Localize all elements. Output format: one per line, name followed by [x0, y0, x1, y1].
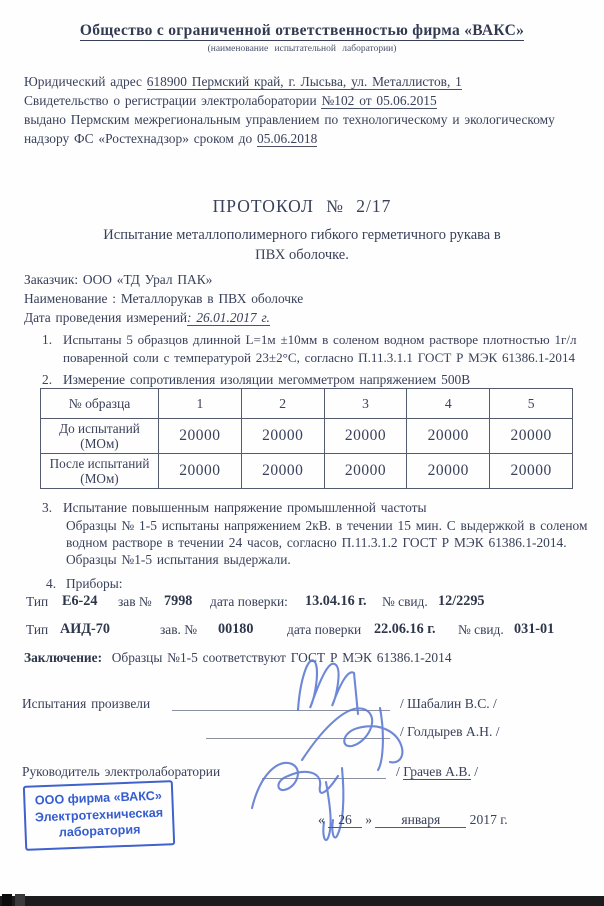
- conclusion-line: [24, 650, 452, 666]
- device2-type-label: Тип: [26, 622, 49, 637]
- device1-calib-date: 13.04.16 г.: [305, 593, 367, 609]
- row-before-label-text: До испытаний: [59, 421, 140, 436]
- table-header-5: 5: [490, 389, 573, 419]
- table-header-sample: № образца: [41, 389, 159, 419]
- registration-cert-value: №102 от 05.06.2015: [321, 93, 437, 108]
- registration-cert-label: Свидетельство о регистрации электролаборатории: [24, 93, 322, 108]
- table-header-3: 3: [324, 389, 407, 419]
- cell-value: 20000: [490, 419, 573, 454]
- measurement-date-line: [24, 310, 270, 326]
- org-caption: (наименование испытательной лаборатории): [207, 44, 397, 54]
- cell-value: 20000: [407, 419, 490, 454]
- date-month: января: [375, 812, 466, 828]
- table-row-after: [41, 454, 573, 489]
- table-header-2: 2: [241, 389, 324, 419]
- item4-number: 4.: [46, 576, 57, 591]
- registration-cert-line: [24, 93, 437, 109]
- legal-address-label: Юридический адрес: [24, 74, 147, 89]
- customer-label: Заказчик:: [24, 272, 83, 287]
- device2-cert: 031-01: [514, 621, 555, 637]
- item2-number: 2.: [42, 372, 53, 387]
- org-name-text: Общество с ограниченной ответственностью фирма «ВАКС»: [79, 22, 525, 39]
- row-after-label: [41, 454, 159, 489]
- item3-line1: Образцы № 1-5 испытаны напряжением 2кВ. в течении 15 мин. С выдержкой в соленом: [66, 518, 588, 533]
- device1-cert: 12/2295: [438, 593, 485, 609]
- performed-by-label: Испытания произвели: [22, 696, 151, 711]
- legal-address-value: 618900 Пермский край, г. Лысьва, ул. Металлистов, 1: [146, 74, 462, 89]
- cell-value: 20000: [159, 419, 242, 454]
- head-slash-open: /: [396, 764, 404, 779]
- row-after-label-text: После испытаний: [49, 456, 150, 471]
- date-footer: [318, 812, 508, 828]
- measurement-date-value: : 26.01.2017 г.: [187, 310, 270, 325]
- stamp-line-3: лаборатория: [58, 822, 141, 840]
- customer-value: ООО «ТД Урал ПАК»: [82, 272, 213, 287]
- head-name: Грачев А.В.: [403, 764, 471, 779]
- org-name-heading: [0, 22, 604, 40]
- table-header-1: 1: [159, 389, 242, 419]
- device2-cert-label: № свид.: [458, 622, 504, 637]
- protocol-subtitle-line2: ПВХ оболочке.: [255, 247, 349, 263]
- conclusion-text: Образцы №1-5 соответствуют ГОСТ Р МЭК 61386.1-2014: [111, 650, 452, 665]
- item3-title: Испытание повышенным напряжение промышленной частоты: [63, 500, 427, 515]
- protocol-subtitle-line1: Испытание металлополимерного гибкого герметичного рукава в: [103, 227, 501, 243]
- device1-serial-label: зав №: [118, 594, 152, 609]
- product-line: [24, 291, 303, 307]
- device1-cert-label: № свид.: [382, 594, 428, 609]
- scan-artifact: [15, 894, 25, 906]
- cell-value: 20000: [490, 454, 573, 489]
- item3-line2: водном растворе в течении 24 часов, согласно П.11.3.1.2 ГОСТ Р МЭК 61386.1-2014.: [66, 535, 567, 550]
- signature-line-3: [262, 762, 386, 779]
- legal-address-line: [24, 74, 462, 90]
- head-name-line: [396, 764, 478, 780]
- device2-type: АИД-70: [60, 621, 110, 637]
- head-slash-close: /: [470, 764, 479, 779]
- scan-artifact: [2, 894, 12, 906]
- issued-by-line: выдано Пермским межрегиональным управлением по технологическому и экологическому: [24, 112, 555, 127]
- table-header-row: [41, 389, 573, 419]
- date-close-quote: »: [365, 812, 372, 827]
- table-row-before: [41, 419, 573, 454]
- performer1-name: / Шабалин В.С. /: [400, 696, 497, 711]
- device1-type-label: Тип: [26, 594, 49, 609]
- lab-stamp: [23, 780, 175, 850]
- cell-value: 20000: [324, 419, 407, 454]
- signature-line-1: [172, 694, 390, 711]
- cell-value: 20000: [407, 454, 490, 489]
- performer2-name: / Голдырев А.Н. /: [400, 724, 500, 739]
- protocol-title: ПРОТОКОЛ № 2/17: [212, 196, 392, 216]
- device1-serial: 7998: [164, 593, 193, 609]
- stamp-line-2: Электротехническая: [34, 805, 164, 824]
- device2-calib-date: 22.06.16 г.: [374, 621, 436, 637]
- cell-value: 20000: [241, 419, 324, 454]
- issued-until-label: надзору ФС «Ростехнадзор» сроком до: [24, 131, 258, 146]
- cell-value: 20000: [241, 454, 324, 489]
- signature-stroke-3: [378, 708, 383, 770]
- measurement-date-label: Дата проведения измерений: [24, 310, 188, 325]
- product-value: Металлорукав в ПВХ оболочке: [120, 291, 304, 306]
- device1-calib-label: дата поверки:: [210, 594, 288, 609]
- conclusion-label: Заключение:: [24, 650, 103, 665]
- cell-value: 20000: [159, 454, 242, 489]
- item4-title: Приборы:: [66, 576, 123, 591]
- date-year: 2017 г.: [469, 812, 508, 827]
- signature-line-2: [206, 722, 390, 739]
- product-label: Наименование :: [24, 291, 121, 306]
- device1-type: Е6-24: [62, 593, 98, 609]
- issued-until-line: [24, 131, 317, 147]
- item1-line2: поваренной соли с температурой 23±2°С, согласно П.11.3.1.1 ГОСТ Р МЭК 61386.1-2014: [63, 350, 576, 365]
- table-header-4: 4: [407, 389, 490, 419]
- item1-number: 1.: [42, 332, 53, 347]
- cell-value: 20000: [324, 454, 407, 489]
- date-day: 26: [328, 812, 362, 828]
- insulation-resistance-table: [40, 388, 573, 489]
- row-before-label: [41, 419, 159, 454]
- scan-bottom-bar: [0, 896, 604, 906]
- item1-line1: Испытаны 5 образцов длинной L=1м ±10мм в соленом водном растворе плотностью 1г/л: [63, 332, 577, 347]
- issued-until-date: 05.06.2018: [257, 131, 318, 146]
- customer-line: [24, 272, 212, 288]
- signature-stroke-5: [323, 782, 330, 840]
- device2-serial: 00180: [218, 621, 254, 637]
- item3-number: 3.: [42, 500, 53, 515]
- item2-text: Измерение сопротивления изоляции мегомметром напряжением 500В: [63, 372, 471, 387]
- head-label: Руководитель электролаборатории: [22, 764, 221, 779]
- row-before-unit: (МОм): [80, 436, 119, 451]
- item3-line3: Образцы №1-5 испытания выдержали.: [66, 552, 291, 567]
- date-open-quote: «: [318, 812, 325, 827]
- device2-serial-label: зав. №: [160, 622, 198, 637]
- stamp-line-1: ООО фирма «ВАКС»: [34, 788, 163, 808]
- device2-calib-label: дата поверки: [287, 622, 362, 637]
- row-after-unit: (МОм): [80, 471, 119, 486]
